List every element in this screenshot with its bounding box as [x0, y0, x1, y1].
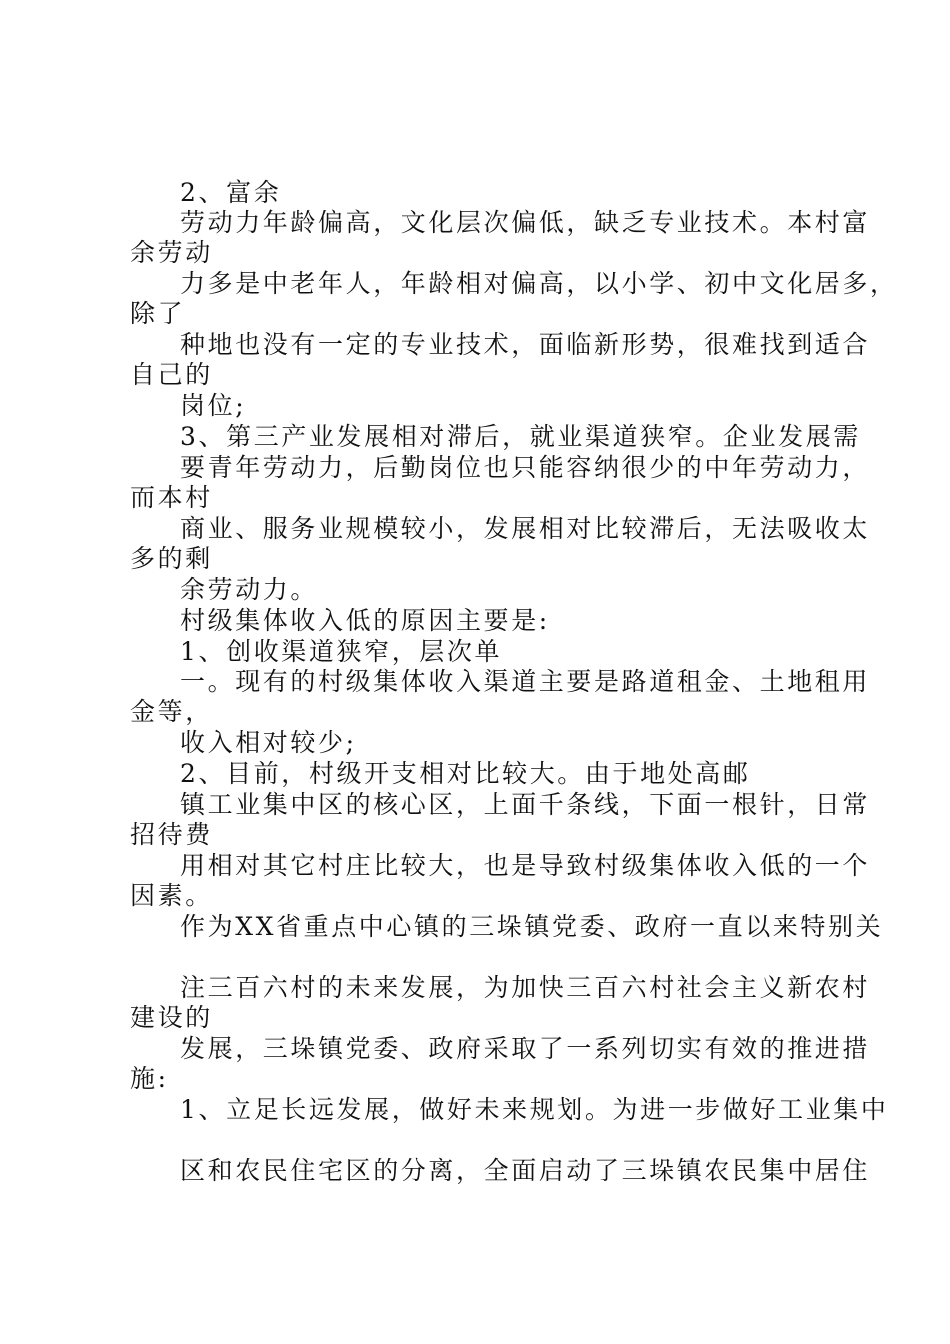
text-line: 注三百六村的未来发展，为加快三百六村社会主义新农村 — [180, 973, 871, 1002]
text-line: 2、目前，村级开支相对比较大。由于地处高邮 — [180, 759, 751, 788]
text-line: 金等， — [130, 697, 213, 726]
text-line: 收入相对较少; — [180, 728, 357, 757]
text-line: 一。现有的村级集体收入渠道主要是路道租金、土地租用 — [180, 667, 871, 696]
text-line: 1、立足长远发展，做好未来规划。为进一步做好工业集中 — [180, 1095, 889, 1124]
text-line: 1、创收渠道狭窄，层次单 — [180, 637, 503, 666]
text-line: 岗位; — [180, 391, 247, 420]
text-line: 建设的 — [130, 1003, 213, 1032]
text-line: 施: — [130, 1064, 169, 1093]
text-line: 3、第三产业发展相对滞后，就业渠道狭窄。企业发展需 — [180, 422, 861, 451]
text-line: 要青年劳动力，后勤岗位也只能容纳很少的中年劳动力， — [180, 453, 871, 482]
text-line: 商业、服务业规模较小，发展相对比较滞后，无法吸收太 — [180, 514, 871, 543]
text-line: 自己的 — [130, 360, 213, 389]
text-line: 种地也没有一定的专业技术，面临新形势，很难找到适合 — [180, 330, 871, 359]
text-line: 招待费 — [130, 820, 213, 849]
text-line: 多的剩 — [130, 544, 213, 573]
text-line: 村级集体收入低的原因主要是: — [180, 606, 550, 635]
text-line: 2、富余 — [180, 178, 282, 207]
text-line: 除了 — [130, 299, 186, 328]
text-line: 作为XX省重点中心镇的三垛镇党委、政府一直以来特别关 — [180, 912, 884, 941]
text-line: 力多是中老年人，年龄相对偏高，以小学、初中文化居多， — [180, 269, 898, 298]
text-line: 余劳动 — [130, 238, 213, 267]
text-line: 而本村 — [130, 483, 213, 512]
text-line: 劳动力年龄偏高，文化层次偏低，缺乏专业技术。本村富 — [180, 208, 871, 237]
text-line: 区和农民住宅区的分离，全面启动了三垛镇农民集中居住 — [180, 1156, 871, 1185]
text-line: 因素。 — [130, 881, 213, 910]
text-line: 用相对其它村庄比较大，也是导致村级集体收入低的一个 — [180, 851, 871, 880]
text-line: 镇工业集中区的核心区，上面千条线，下面一根针，日常 — [180, 790, 871, 819]
text-line: 余劳动力。 — [180, 575, 319, 604]
text-line: 发展，三垛镇党委、政府采取了一系列切实有效的推进措 — [180, 1034, 871, 1063]
